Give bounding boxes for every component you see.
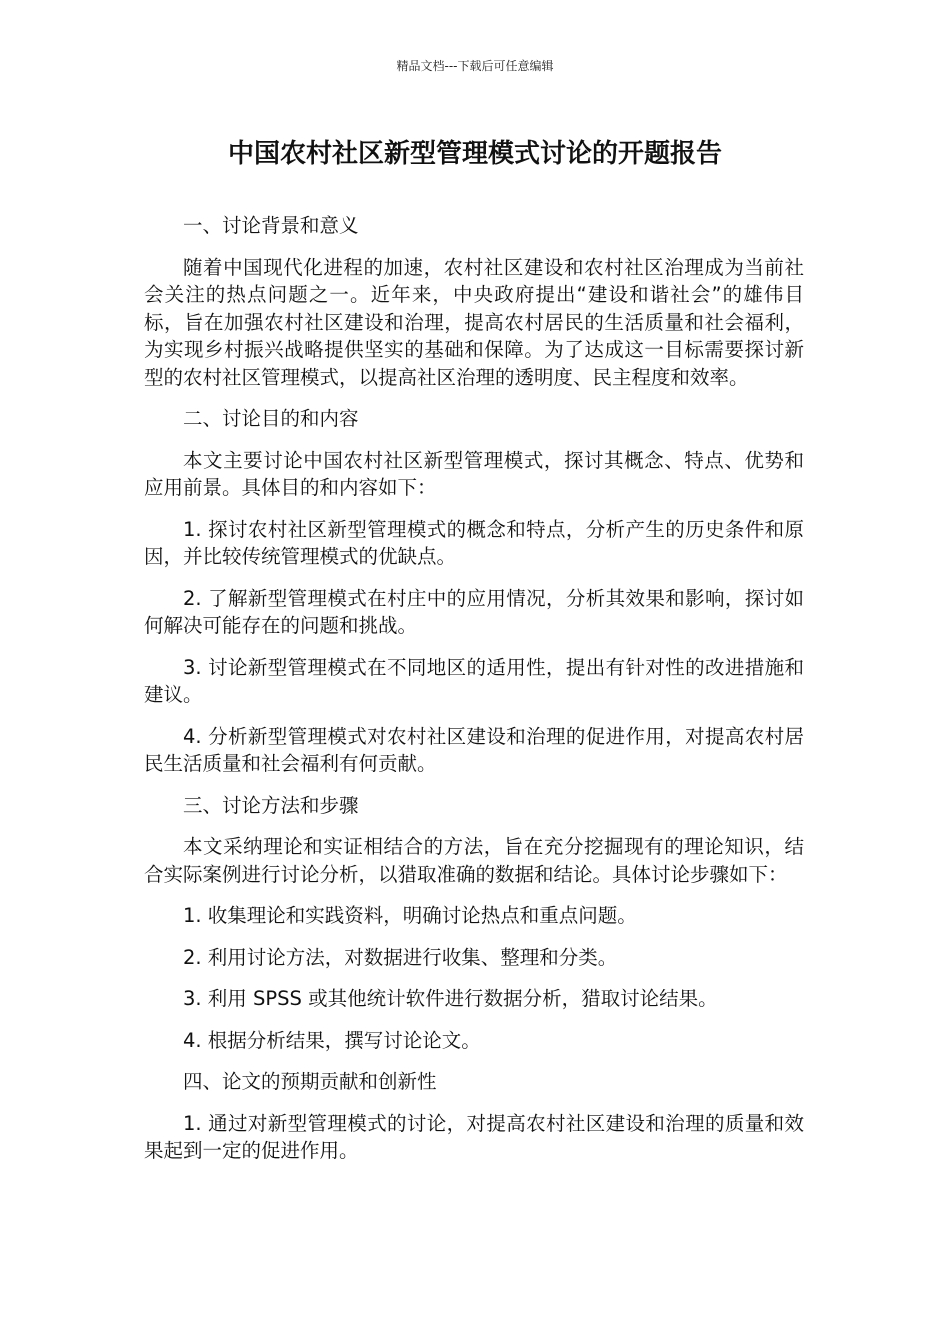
paragraph-purpose-intro: 本文主要讨论中国农村社区新型管理模式，探讨其概念、特点、优势和应用前景。具体目的和内容如下： <box>144 448 804 499</box>
list-item-step-3: 3. 利用 SPSS 或其他统计软件进行数据分析，猎取讨论结果。 <box>183 987 718 1010</box>
list-item-step-4: 4. 根据分析结果，撰写讨论论文。 <box>183 1028 481 1052</box>
document-title: 中国农村社区新型管理模式讨论的开题报告 <box>227 139 722 169</box>
list-item-contribution-1: 1. 通过对新型管理模式的讨论，对提高农村社区建设和治理的质量和效果起到一定的促进作用。 <box>144 1111 804 1162</box>
list-item-step-1: 1. 收集理论和实践资料，明确讨论热点和重点问题。 <box>183 904 637 927</box>
list-item-purpose-2: 2. 了解新型管理模式在村庄中的应用情况，分析其效果和影响，探讨如何解决可能存在的问题和挑战。 <box>144 586 804 637</box>
section-heading-background: 一、讨论背景和意义 <box>183 214 359 237</box>
paragraph-method-intro: 本文采纳理论和实证相结合的方法，旨在充分挖掘现有的理论知识，结合实际案例进行讨论分析，以猎取准确的数据和结论。具体讨论步骤如下： <box>144 835 804 886</box>
document-body <box>144 212 804 1179</box>
section-heading-method: 三、讨论方法和步骤 <box>183 793 359 817</box>
header-note: 精品文档---下载后可任意编辑 <box>396 59 554 73</box>
list-item-purpose-3: 3. 讨论新型管理模式在不同地区的适用性，提出有针对性的改进措施和建议。 <box>144 655 804 706</box>
paragraph-background: 随着中国现代化进程的加速，农村社区建设和农村社区治理成为当前社会关注的热点问题之一。近年来，中央政府提出“建设和谐社会”的雄伟目标，旨在加强农村社区建设和治理，提高农村居民的生活质量和社会福利，为实现乡村振兴战略提供坚实的基础和保障。为了达成这一目标需要探讨新型的农村社区管理模式，以提高社区治理的透明度、民主程度和效率。 <box>144 255 804 389</box>
list-item-step-2: 2. 利用讨论方法，对数据进行收集、整理和分类。 <box>183 945 618 969</box>
section-heading-purpose: 二、讨论目的和内容 <box>183 407 359 430</box>
list-item-purpose-4: 4. 分析新型管理模式对农村社区建设和治理的促进作用，对提高农村居民生活质量和社会福利有何贡献。 <box>144 724 804 775</box>
list-item-purpose-1: 1. 探讨农村社区新型管理模式的概念和特点，分析产生的历史条件和原因，并比较传统管理模式的优缺点。 <box>144 517 804 568</box>
section-heading-contribution: 四、论文的预期贡献和创新性 <box>183 1070 437 1093</box>
